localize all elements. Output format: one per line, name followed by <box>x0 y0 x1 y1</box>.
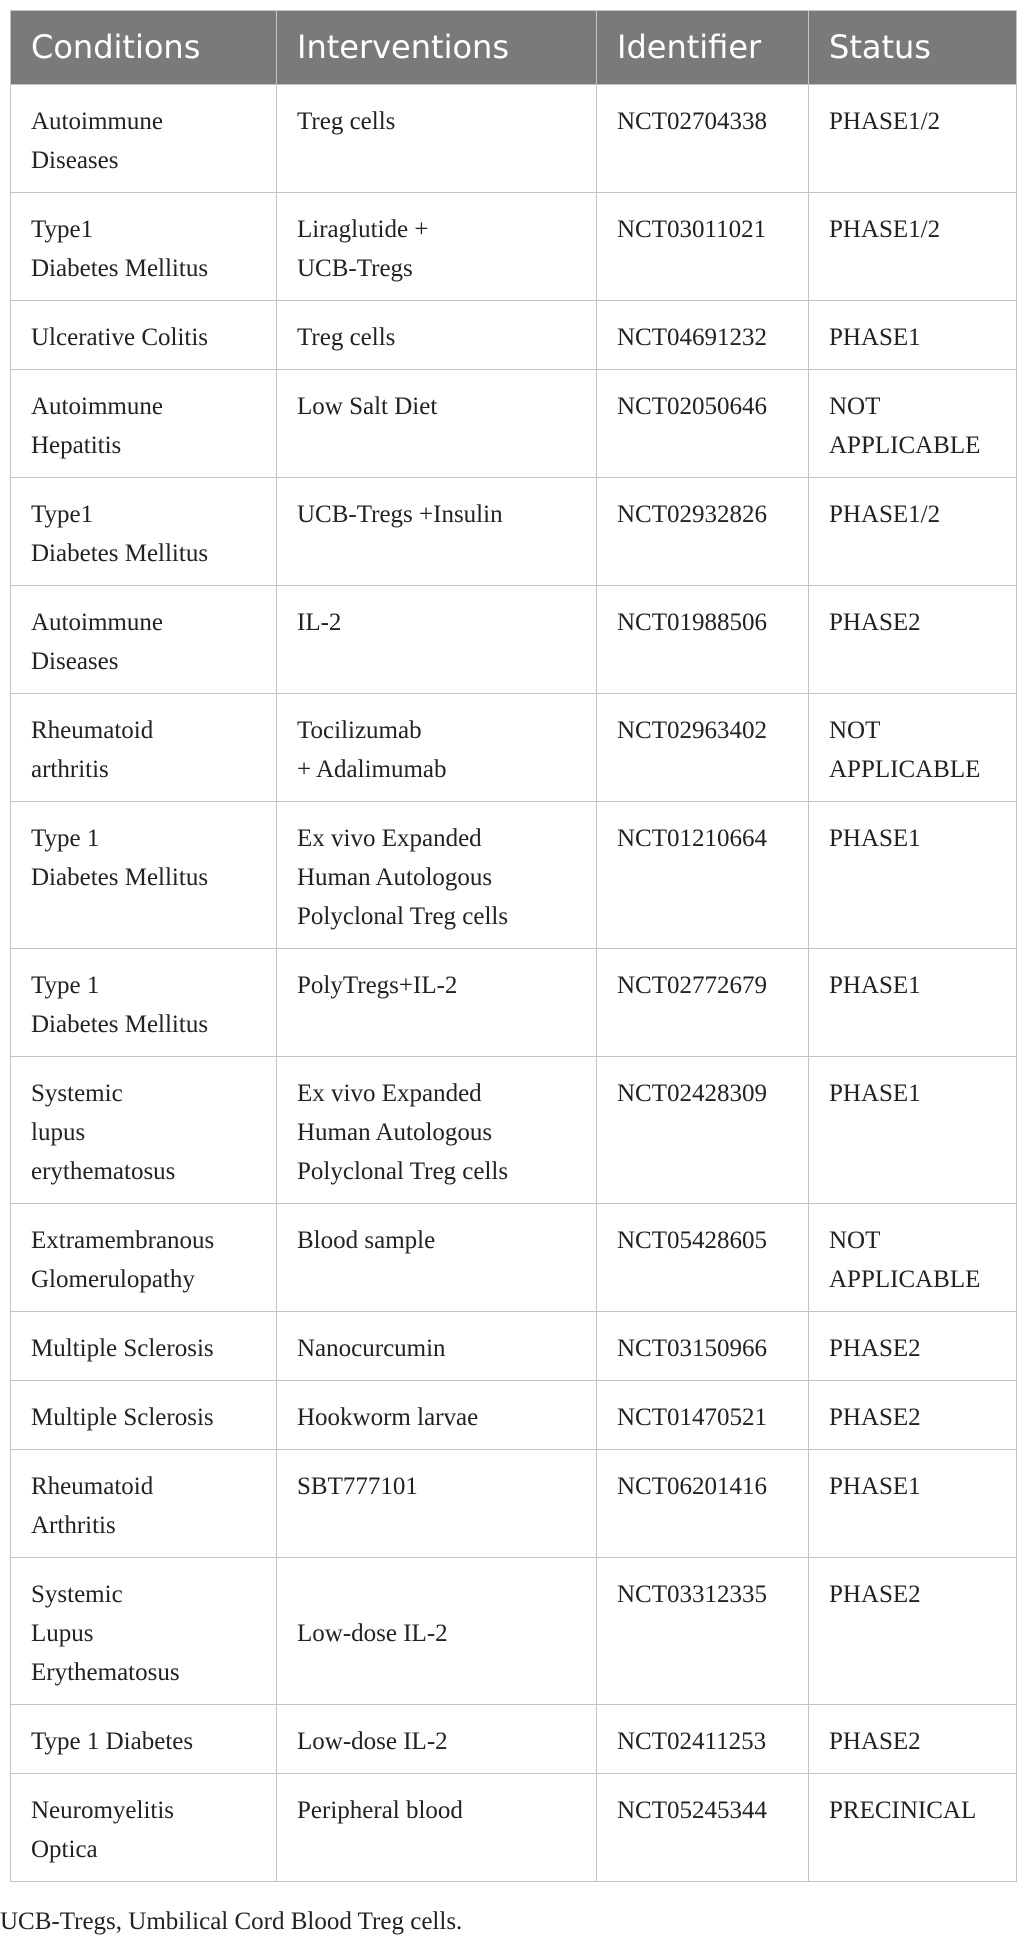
status-cell: PHASE2 <box>809 1312 1017 1381</box>
table-header <box>11 11 1017 85</box>
identifier-cell: NCT01210664 <box>597 802 809 949</box>
status-cell: PHASE1/2 <box>809 478 1017 586</box>
table-row <box>11 949 1017 1057</box>
table-row <box>11 1057 1017 1204</box>
intervention-cell: Treg cells <box>277 85 597 193</box>
intervention-cell: PolyTregs+IL-2 <box>277 949 597 1057</box>
intervention-cell: SBT777101 <box>277 1450 597 1558</box>
table-row <box>11 1204 1017 1312</box>
condition-cell: Type 1 Diabetes Mellitus <box>11 949 277 1057</box>
table-row <box>11 1312 1017 1381</box>
intervention-cell: Ex vivo Expanded Human Autologous Polyclonal Treg cells <box>277 802 597 949</box>
identifier-cell: NCT02963402 <box>597 694 809 802</box>
trials-table <box>10 10 1017 1882</box>
table-row <box>11 478 1017 586</box>
identifier-cell: NCT03150966 <box>597 1312 809 1381</box>
status-cell: PHASE2 <box>809 1705 1017 1774</box>
status-cell: PHASE1/2 <box>809 193 1017 301</box>
table-row <box>11 1774 1017 1882</box>
condition-cell: Autoimmune Diseases <box>11 586 277 694</box>
condition-cell: Rheumatoid arthritis <box>11 694 277 802</box>
condition-cell: Extramembranous Glomerulopathy <box>11 1204 277 1312</box>
identifier-cell: NCT06201416 <box>597 1450 809 1558</box>
table-row <box>11 1558 1017 1705</box>
condition-cell: Multiple Sclerosis <box>11 1381 277 1450</box>
status-cell: NOT APPLICABLE <box>809 1204 1017 1312</box>
identifier-cell: NCT02932826 <box>597 478 809 586</box>
intervention-cell: Tocilizumab + Adalimumab <box>277 694 597 802</box>
condition-cell: Type 1 Diabetes Mellitus <box>11 802 277 949</box>
identifier-cell: NCT02411253 <box>597 1705 809 1774</box>
header-status: Status <box>809 11 1017 85</box>
intervention-cell: Treg cells <box>277 301 597 370</box>
table-footnote: UCB-Tregs, Umbilical Cord Blood Treg cells. <box>0 1908 463 1935</box>
condition-cell: Ulcerative Colitis <box>11 301 277 370</box>
identifier-cell: NCT05245344 <box>597 1774 809 1882</box>
condition-cell: Systemic Lupus Erythematosus <box>11 1558 277 1705</box>
status-cell: PHASE1/2 <box>809 85 1017 193</box>
intervention-cell: Nanocurcumin <box>277 1312 597 1381</box>
status-cell: NOT APPLICABLE <box>809 370 1017 478</box>
status-cell: PHASE1 <box>809 949 1017 1057</box>
header-interventions: Interventions <box>277 11 597 85</box>
status-cell: PHASE2 <box>809 1381 1017 1450</box>
table-row <box>11 370 1017 478</box>
status-cell: PHASE1 <box>809 1057 1017 1204</box>
condition-cell: Type 1 Diabetes <box>11 1705 277 1774</box>
table-row <box>11 586 1017 694</box>
condition-cell: Autoimmune Hepatitis <box>11 370 277 478</box>
identifier-cell: NCT05428605 <box>597 1204 809 1312</box>
intervention-cell: IL-2 <box>277 586 597 694</box>
identifier-cell: NCT03312335 <box>597 1558 809 1705</box>
condition-cell: Neuromyelitis Optica <box>11 1774 277 1882</box>
status-cell: PHASE2 <box>809 1558 1017 1705</box>
intervention-cell: Low-dose IL-2 <box>277 1558 597 1705</box>
status-cell: PRECINICAL <box>809 1774 1017 1882</box>
intervention-cell: Low-dose IL-2 <box>277 1705 597 1774</box>
intervention-cell: Peripheral blood <box>277 1774 597 1882</box>
identifier-cell: NCT01988506 <box>597 586 809 694</box>
condition-cell: Type1 Diabetes Mellitus <box>11 193 277 301</box>
header-identifier: Identifier <box>597 11 809 85</box>
intervention-cell: Hookworm larvae <box>277 1381 597 1450</box>
header-row <box>11 11 1017 85</box>
status-cell: PHASE1 <box>809 301 1017 370</box>
table-row <box>11 301 1017 370</box>
intervention-cell: Low Salt Diet <box>277 370 597 478</box>
intervention-cell: Liraglutide + UCB-Tregs <box>277 193 597 301</box>
identifier-cell: NCT03011021 <box>597 193 809 301</box>
header-conditions: Conditions <box>11 11 277 85</box>
identifier-cell: NCT02428309 <box>597 1057 809 1204</box>
table-body <box>11 85 1017 1882</box>
status-cell: PHASE2 <box>809 586 1017 694</box>
table-row <box>11 1705 1017 1774</box>
identifier-cell: NCT04691232 <box>597 301 809 370</box>
status-cell: PHASE1 <box>809 1450 1017 1558</box>
condition-cell: Type1 Diabetes Mellitus <box>11 478 277 586</box>
condition-cell: Rheumatoid Arthritis <box>11 1450 277 1558</box>
intervention-cell: Blood sample <box>277 1204 597 1312</box>
table-row <box>11 1450 1017 1558</box>
intervention-cell: Ex vivo Expanded Human Autologous Polyclonal Treg cells <box>277 1057 597 1204</box>
identifier-cell: NCT02050646 <box>597 370 809 478</box>
condition-cell: Autoimmune Diseases <box>11 85 277 193</box>
condition-cell: Multiple Sclerosis <box>11 1312 277 1381</box>
table-row <box>11 85 1017 193</box>
identifier-cell: NCT02704338 <box>597 85 809 193</box>
status-cell: PHASE1 <box>809 802 1017 949</box>
table-row <box>11 193 1017 301</box>
table-row <box>11 694 1017 802</box>
table-row <box>11 1381 1017 1450</box>
identifier-cell: NCT02772679 <box>597 949 809 1057</box>
condition-cell: Systemic lupus erythematosus <box>11 1057 277 1204</box>
identifier-cell: NCT01470521 <box>597 1381 809 1450</box>
intervention-cell: UCB-Tregs +Insulin <box>277 478 597 586</box>
status-cell: NOT APPLICABLE <box>809 694 1017 802</box>
table-row <box>11 802 1017 949</box>
